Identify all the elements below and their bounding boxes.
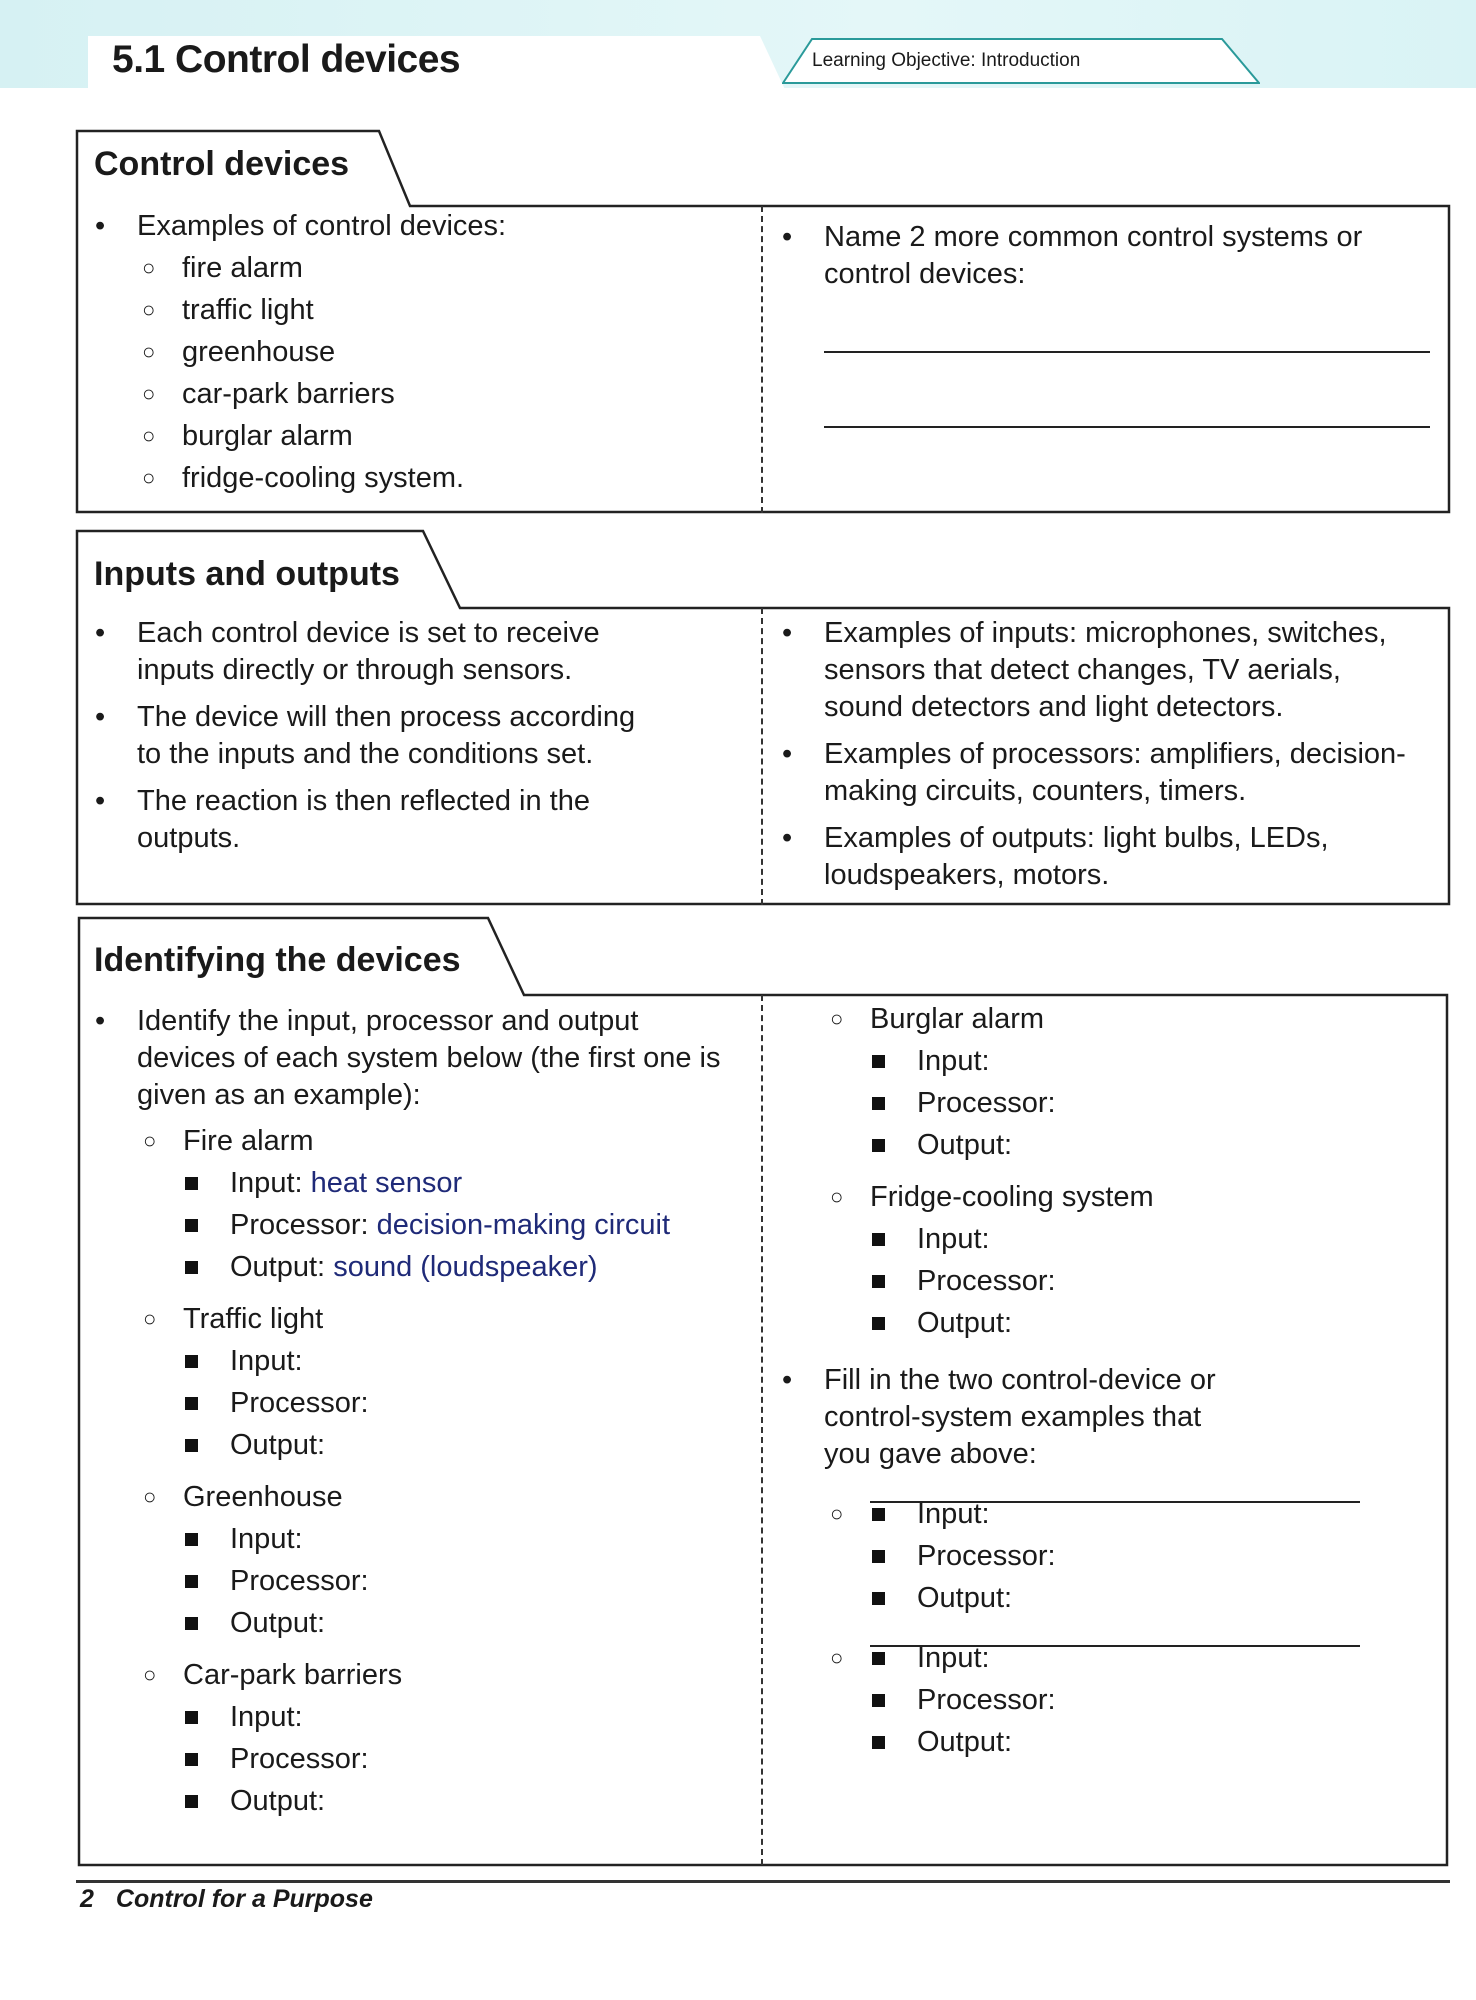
list-item: • Each control device is set to receive inputs directly or through sensors. xyxy=(95,617,600,686)
example-answer: sound (loudspeaker) xyxy=(333,1251,598,1283)
section-heading: Control devices xyxy=(94,145,350,183)
system-car-park-barriers: ○ Car-park barriers Input: Processor: Output: xyxy=(143,1659,403,1817)
answer-line-2[interactable] xyxy=(824,426,1430,428)
system-traffic-light: ○ Traffic light Input: Processor: Output: xyxy=(143,1303,369,1461)
list-item: • The device will then process according to the inputs and the conditions set. xyxy=(95,701,636,770)
list-item: ○ traffic light xyxy=(142,294,314,326)
book-title: Control for a Purpose xyxy=(115,1885,373,1913)
page-number: 2 xyxy=(80,1885,94,1913)
footer-rule xyxy=(76,1880,1450,1883)
identifying-devices-section xyxy=(76,917,1450,1867)
page-title: 5.1 Control devices xyxy=(112,38,461,81)
column-divider xyxy=(761,206,763,513)
system-fire-alarm: ○ Fire alarm Input: heat sensor Processor: decision-making circuit Output: sound (loudspeaker) xyxy=(143,1125,670,1283)
list-item: ○ fire alarm xyxy=(142,252,303,284)
list-item: ○ fridge-cooling system. xyxy=(142,462,465,494)
list-item: ○ car-park barriers xyxy=(142,378,395,410)
column-divider xyxy=(761,995,763,1865)
system-greenhouse: ○ Greenhouse Input: Processor: Output: xyxy=(143,1481,369,1639)
learning-objective-badge xyxy=(782,38,1260,84)
learning-objective-text: Learning Objective: Introduction xyxy=(812,50,1081,71)
inputs-outputs-section xyxy=(76,530,1450,906)
custom-system-2: ○ Input: Processor: Output: xyxy=(830,1637,1342,1763)
example-answer: heat sensor xyxy=(310,1167,463,1199)
instruction: • Identify the input, processor and output devices of each system below (the first one is given as an example): xyxy=(95,1005,721,1111)
list-item: • Examples of control devices: xyxy=(95,210,507,242)
column-divider xyxy=(761,608,763,905)
list-item: ○ burglar alarm xyxy=(142,420,353,452)
fill-prompt: • Fill in the two control-device or control-system examples that you gave above: xyxy=(782,1364,1216,1470)
control-devices-section xyxy=(76,130,1450,514)
footer xyxy=(80,1885,373,1914)
list-item: ○ greenhouse xyxy=(142,336,336,368)
list-item: • Examples of processors: amplifiers, decision-making circuits, counters, timers. xyxy=(782,738,1406,807)
answer-line-1[interactable] xyxy=(824,351,1430,353)
system-fridge-cooling: ○ Fridge-cooling system Input: Processor: Output: xyxy=(830,1181,1154,1339)
section-heading: Inputs and outputs xyxy=(94,555,400,593)
list-item: • Examples of inputs: microphones, switches, sensors that detect changes, TV aerials, sound detectors and light detectors. xyxy=(782,617,1387,723)
custom-system-1: ○ Input: Processor: Output: xyxy=(830,1493,1342,1619)
system-burglar-alarm: ○ Burglar alarm Input: Processor: Output: xyxy=(830,1003,1056,1161)
example-answer: decision-making circuit xyxy=(376,1209,670,1241)
list-item: • The reaction is then reflected in the outputs. xyxy=(95,785,590,854)
list-item: • Examples of outputs: light bulbs, LEDs, loudspeakers, motors. xyxy=(782,822,1329,891)
section-heading: Identifying the devices xyxy=(94,941,461,979)
list-item: • Name 2 more common control systems or control devices: xyxy=(782,221,1363,290)
